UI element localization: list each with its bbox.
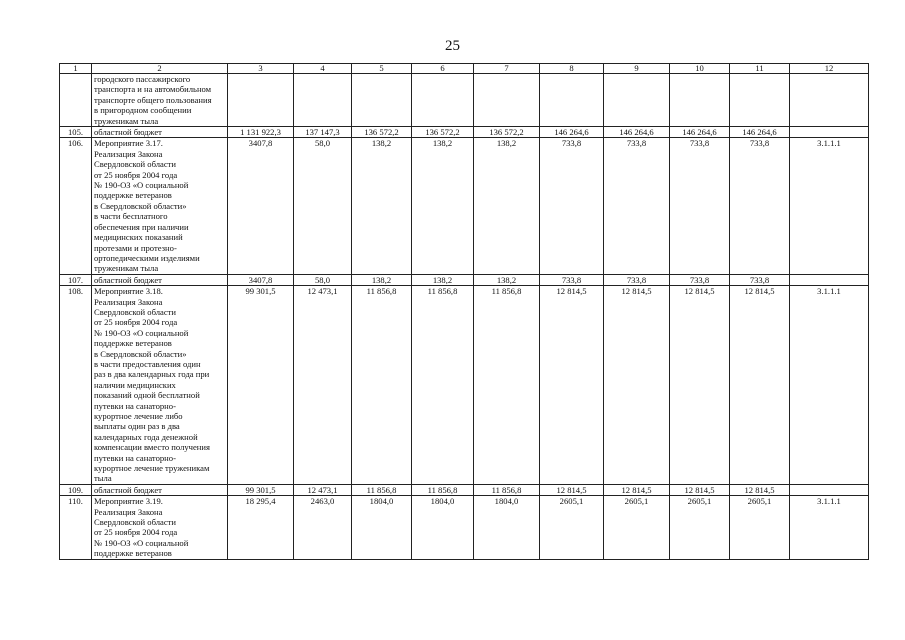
target-code: 3.1.1.1 [790, 496, 869, 559]
row-description [92, 138, 228, 274]
description-line: Реализация Закона [94, 148, 163, 159]
value-cell: 733,8 [540, 138, 604, 274]
value-cell: 99 301,5 [228, 484, 294, 495]
description-line: в пригородном сообщении [94, 105, 192, 116]
description-line: городского пассажирского [94, 74, 191, 84]
value-cell: 12 814,5 [730, 484, 790, 495]
description-line: Свердловской области [94, 517, 177, 528]
value-cell: 136 572,2 [412, 127, 474, 138]
description-line: в части бесплатного [94, 211, 168, 222]
value-cell: 11 856,8 [352, 286, 412, 485]
description-line: в части предоставления один [94, 358, 201, 369]
table-row [60, 496, 869, 559]
column-header: 3 [228, 64, 294, 74]
value-cell: 138,2 [474, 274, 540, 285]
target-code: 3.1.1.1 [790, 138, 869, 274]
table-row [60, 274, 869, 285]
value-cell: 12 814,5 [604, 484, 670, 495]
description-line: протезами и протезно- [94, 242, 177, 253]
value-cell: 1804,0 [352, 496, 412, 559]
value-cell: 12 814,5 [540, 484, 604, 495]
row-description [92, 286, 228, 485]
description-line: транспорта и на автомобильном [94, 84, 212, 95]
description-line: в Свердловской области» [94, 348, 187, 359]
table-row [60, 286, 869, 485]
row-number: 105. [60, 127, 92, 138]
description-line: транспорте общего пользования [94, 94, 212, 105]
column-header: 1 [60, 64, 92, 74]
column-header: 2 [92, 64, 228, 74]
value-cell: 2605,1 [540, 496, 604, 559]
description-line: поддержке ветеранов [94, 190, 172, 201]
value-cell: 146 264,6 [540, 127, 604, 138]
row-description [92, 127, 228, 138]
description-line: Свердловской области [94, 159, 177, 170]
description-line: от 25 ноября 2004 года [94, 169, 178, 180]
description-line: от 25 ноября 2004 года [94, 527, 178, 538]
row-number [60, 74, 92, 127]
value-cell: 11 856,8 [474, 484, 540, 495]
description-line: Мероприятие 3.17. [94, 138, 163, 149]
value-cell: 12 814,5 [730, 286, 790, 485]
value-cell: 3407,8 [228, 274, 294, 285]
value-cell: 2463,0 [294, 496, 352, 559]
description-line: ортопедическими изделиями [94, 252, 200, 263]
value-cell: 11 856,8 [412, 484, 474, 495]
value-cell: 1804,0 [412, 496, 474, 559]
value-cell: 11 856,8 [352, 484, 412, 495]
description-line: областной бюджет [94, 127, 162, 138]
description-line: труженикам тыла [94, 115, 159, 126]
column-header: 11 [730, 64, 790, 74]
value-cell: 136 572,2 [352, 127, 412, 138]
value-cell [412, 74, 474, 127]
value-cell: 136 572,2 [474, 127, 540, 138]
description-line: выплаты один раз в два [94, 421, 180, 432]
value-cell: 733,8 [540, 274, 604, 285]
row-number: 108. [60, 286, 92, 485]
description-line: труженикам тыла [94, 263, 159, 274]
value-cell: 12 814,5 [540, 286, 604, 485]
value-cell: 2605,1 [604, 496, 670, 559]
description-line: компенсации вместо получения [94, 442, 210, 453]
value-cell: 138,2 [474, 138, 540, 274]
row-description [92, 274, 228, 285]
value-cell [352, 74, 412, 127]
table-body [60, 74, 869, 560]
description-line: курортное лечение либо [94, 411, 183, 421]
column-header: 4 [294, 64, 352, 74]
description-line: тыла [94, 473, 112, 484]
column-header: 6 [412, 64, 474, 74]
description-line: № 190-ОЗ «О социальной [94, 327, 189, 338]
target-code [790, 74, 869, 127]
description-line: путевки на санаторно- [94, 400, 176, 411]
target-code [790, 274, 869, 285]
description-line: показаний одной бесплатной [94, 390, 200, 401]
value-cell: 733,8 [670, 274, 730, 285]
value-cell: 733,8 [670, 138, 730, 274]
description-line: Реализация Закона [94, 296, 163, 307]
value-cell: 12 814,5 [670, 286, 730, 485]
description-line: в Свердловской области» [94, 200, 187, 211]
value-cell: 1804,0 [474, 496, 540, 559]
description-line: областной бюджет [94, 484, 162, 495]
value-cell: 146 264,6 [670, 127, 730, 138]
description-line: поддержке ветеранов [94, 548, 172, 559]
description-line: Мероприятие 3.18. [94, 286, 163, 297]
target-code: 3.1.1.1 [790, 286, 869, 485]
row-number: 106. [60, 138, 92, 274]
table-row [60, 127, 869, 138]
description-line: Мероприятие 3.19. [94, 496, 163, 507]
description-line: курортное лечение труженикам [94, 463, 210, 474]
description-line: № 190-ОЗ «О социальной [94, 537, 189, 548]
header-row [60, 64, 869, 74]
value-cell: 137 147,3 [294, 127, 352, 138]
value-cell: 138,2 [352, 138, 412, 274]
value-cell: 58,0 [294, 274, 352, 285]
value-cell: 11 856,8 [412, 286, 474, 485]
page-number: 25 [445, 38, 460, 54]
value-cell: 2605,1 [670, 496, 730, 559]
value-cell [294, 74, 352, 127]
value-cell: 733,8 [730, 274, 790, 285]
value-cell: 12 814,5 [604, 286, 670, 485]
value-cell: 146 264,6 [604, 127, 670, 138]
value-cell: 18 295,4 [228, 496, 294, 559]
column-header: 7 [474, 64, 540, 74]
value-cell: 733,8 [604, 274, 670, 285]
description-line: Свердловской области [94, 306, 177, 317]
description-line: медицинских показаний [94, 232, 183, 243]
table-row [60, 484, 869, 495]
target-code [790, 484, 869, 495]
value-cell: 146 264,6 [730, 127, 790, 138]
description-line: календарных года денежной [94, 431, 198, 442]
value-cell: 99 301,5 [228, 286, 294, 485]
description-line: от 25 ноября 2004 года [94, 317, 178, 328]
row-number: 109. [60, 484, 92, 495]
value-cell: 138,2 [412, 138, 474, 274]
value-cell: 733,8 [604, 138, 670, 274]
row-description [92, 496, 228, 559]
column-header: 5 [352, 64, 412, 74]
description-line: обеспечения при наличии [94, 221, 189, 232]
row-number: 107. [60, 274, 92, 285]
value-cell: 733,8 [730, 138, 790, 274]
column-header: 12 [790, 64, 869, 74]
table-row [60, 74, 869, 127]
row-description [92, 74, 228, 127]
value-cell: 11 856,8 [474, 286, 540, 485]
value-cell: 12 473,1 [294, 484, 352, 495]
value-cell: 12 473,1 [294, 286, 352, 485]
value-cell: 138,2 [352, 274, 412, 285]
row-description [92, 484, 228, 495]
value-cell: 1 131 922,3 [228, 127, 294, 138]
target-code [790, 127, 869, 138]
description-line: № 190-ОЗ «О социальной [94, 180, 189, 191]
value-cell: 3407,8 [228, 138, 294, 274]
value-cell [730, 74, 790, 127]
description-line: наличии медицинских [94, 379, 176, 390]
description-line: путевки на санаторно- [94, 452, 176, 463]
column-header: 9 [604, 64, 670, 74]
value-cell [474, 74, 540, 127]
description-line: поддержке ветеранов [94, 338, 172, 349]
value-cell [540, 74, 604, 127]
value-cell: 2605,1 [730, 496, 790, 559]
budget-table [59, 63, 869, 560]
value-cell: 12 814,5 [670, 484, 730, 495]
value-cell: 58,0 [294, 138, 352, 274]
row-number: 110. [60, 496, 92, 559]
description-line: областной бюджет [94, 274, 162, 285]
value-cell [670, 74, 730, 127]
value-cell [228, 74, 294, 127]
value-cell [604, 74, 670, 127]
description-line: Реализация Закона [94, 506, 163, 517]
table-row [60, 138, 869, 274]
column-header: 8 [540, 64, 604, 74]
description-line: раз в два календарных года при [94, 369, 210, 380]
value-cell: 138,2 [412, 274, 474, 285]
column-header: 10 [670, 64, 730, 74]
